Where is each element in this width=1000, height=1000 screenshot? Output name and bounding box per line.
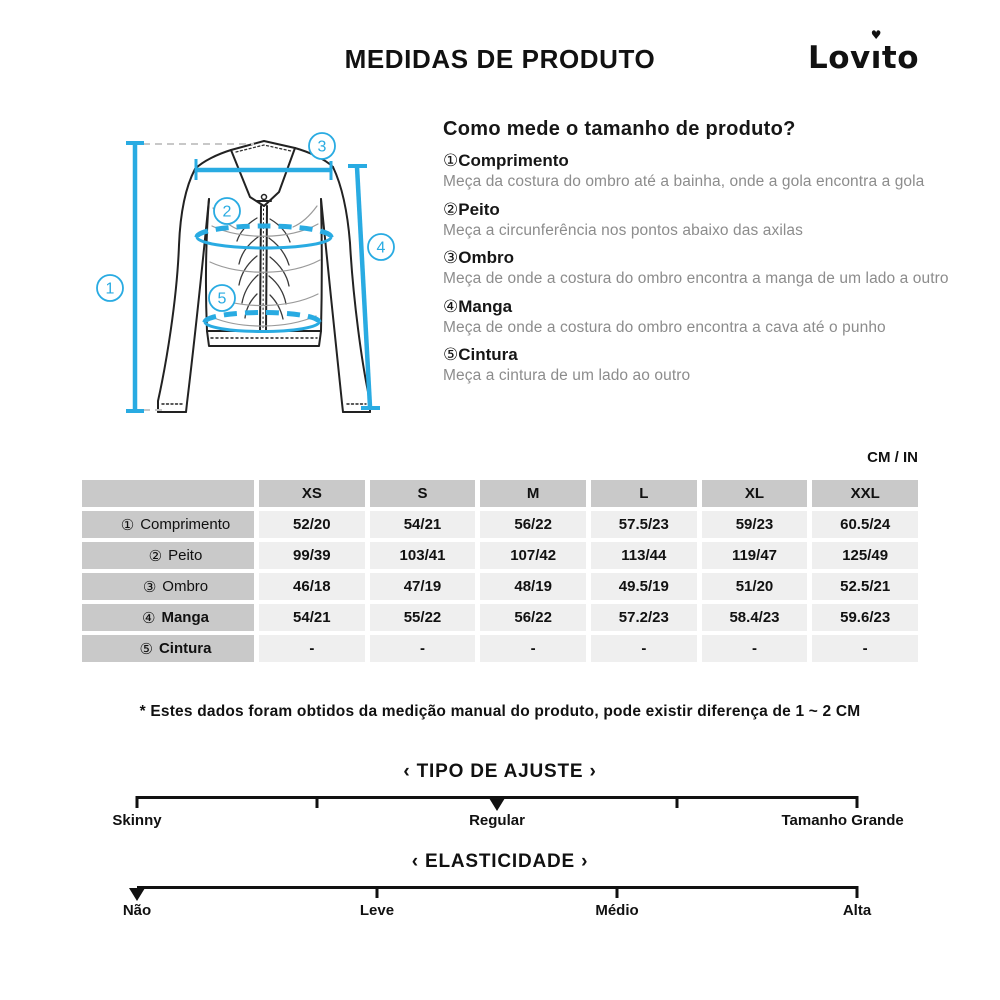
table-cell: 54/21 [259,604,365,631]
units-label: CM / IN [867,449,918,466]
stretch-marker-icon [129,888,145,901]
stretch-label-medio: Médio [595,902,639,919]
measurement-disclaimer: * Estes dados foram obtidos da medição manual do produto, pode existir diferença de 1 ~ 2 CM [139,703,861,720]
waist-ellipse-solid [205,322,319,332]
table-cell: 47/19 [370,573,476,600]
stretch-scale-tick [616,886,619,898]
table-cell: 49.5/19 [591,573,697,600]
table-cell: 113/44 [591,542,697,569]
marker-5: 5 [217,290,227,308]
table-cell: - [812,635,918,662]
row-label-comprimento: ① Comprimento [82,511,254,538]
col-header-m: M [480,480,586,507]
guide-item-peito: ②Peito [443,199,500,219]
table-cell: 58.4/23 [702,604,808,631]
table-cell: 54/21 [370,511,476,538]
row-label-manga: ④ Manga [82,604,254,631]
table-cell: 57.2/23 [591,604,697,631]
table-cell: 46/18 [259,573,365,600]
guide-item-cintura: ⑤Cintura [443,345,518,364]
table-cell: 57.5/23 [591,511,697,538]
brand-logo: Lovı ♥ to [808,28,920,76]
measurement-helper-lines [143,144,254,410]
table-cell: 119/47 [702,542,808,569]
garment-illustration [158,138,370,412]
stretch-label-leve: Leve [359,902,395,919]
table-cell: 52/20 [259,511,365,538]
guide-desc-comprimento: Meça da costura do ombro até a bainha, onde a gola encontra a gola [443,173,925,190]
chest-ellipse-dashed [197,226,331,237]
row-label-peito: ② Peito [82,542,254,569]
guide-desc-peito: Meça a circunferência nos pontos abaixo das axilas [443,221,803,239]
table-cell: 59.6/23 [812,604,918,631]
col-header-xxl: XXL [812,480,918,507]
guide-item-comprimento: ①Comprimento [443,151,569,170]
stretch-scale-tick [856,886,859,898]
table-cell: 99/39 [259,542,365,569]
stretch-scale-track [137,886,857,889]
guide-desc-manga: Meça de onde a costura do ombro encontra a cava até o punho [443,318,886,336]
fit-scale-tick [316,796,319,808]
marker-2: 2 [222,203,232,221]
marker-3: 3 [317,138,327,156]
table-cell: - [259,635,365,662]
table-cell: 48/19 [480,573,586,600]
guide-item-manga: ④Manga [443,296,513,316]
col-header-xl: XL [702,480,808,507]
fit-label-tamanho-grande: Tamanho Grande [781,812,904,829]
guide-desc-ombro: Meça de onde a costura do ombro encontra a manga de um lado a outro [443,270,949,287]
table-cell: 56/22 [480,604,586,631]
stretch-label-nao: Não [122,902,152,919]
fit-scale-tick [676,796,679,808]
guide-title: Como mede o tamanho de produto? [443,118,796,140]
col-header-s: S [370,480,476,507]
guide-desc-cintura: Meça a cintura de um lado ao outro [443,367,691,384]
stretch-scale-tick [375,886,378,898]
table-cell: - [591,635,697,662]
brand-letter-i: ı ♥ [870,28,882,76]
table-cell: - [702,635,808,662]
guide-item-ombro: ③Ombro [443,248,514,267]
col-header-xs: XS [259,480,365,507]
table-cell: 52.5/21 [812,573,918,600]
table-cell: 103/41 [370,542,476,569]
stretch-label-alta: Alta [842,902,872,919]
table-cell: 55/22 [370,604,476,631]
diagram-number-markers [97,133,394,311]
row-label-ombro: ③ Ombro [82,573,254,600]
fit-label-regular: Regular [469,812,525,829]
fit-scale-title: ‹ TIPO DE AJUSTE › [403,761,597,782]
garment-measurement-diagram [85,120,430,440]
table-cell: 56/22 [480,511,586,538]
table-cell: 60.5/24 [812,511,918,538]
marker-4: 4 [376,239,386,257]
table-cell: - [370,635,476,662]
stretch-scale-title: ‹ ELASTICIDADE › [411,851,589,872]
fit-scale-tick [856,796,859,808]
table-cell: 107/42 [480,542,586,569]
row-label-cintura: ⑤ Cintura [82,635,254,662]
fit-scale-tick [136,796,139,808]
table-cell: - [480,635,586,662]
marker-1: 1 [105,280,115,298]
table-corner-cell [82,480,254,507]
size-table [82,480,918,662]
measure-guide [443,118,955,386]
fit-label-skinny: Skinny [112,812,162,829]
stretch-scale [122,886,872,926]
page-title: MEDIDAS DE PRODUTO [344,44,656,74]
brand-text: Lov [808,40,871,76]
table-cell: 59/23 [702,511,808,538]
table-cell: 125/49 [812,542,918,569]
col-header-l: L [591,480,697,507]
fit-scale [112,796,904,836]
chest-ellipse-solid [197,237,331,248]
fit-marker-icon [489,798,505,811]
heart-icon: ♥ [870,28,882,42]
table-cell: 51/20 [702,573,808,600]
